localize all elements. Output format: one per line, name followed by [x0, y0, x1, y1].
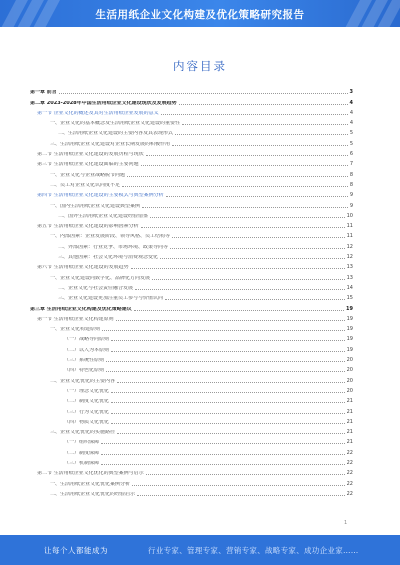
toc-entry[interactable] — [30, 281, 353, 291]
toc-entry-page: 19 — [346, 326, 353, 333]
toc-entry[interactable] — [30, 239, 353, 249]
toc-leader-dots — [134, 310, 344, 311]
toc-entry-label: （四）物质文化优化 — [64, 419, 110, 425]
toc-leader-dots — [137, 495, 345, 496]
toc-entry-page: 20 — [346, 367, 353, 374]
toc-leader-dots — [132, 485, 345, 486]
toc-entry-page: 19 — [346, 346, 353, 353]
report-title: 生活用纸企业文化构建及优化策略研究报告 — [95, 9, 305, 21]
toc-entry[interactable] — [30, 301, 353, 311]
table-of-contents — [30, 85, 353, 497]
toc-leader-dots — [152, 279, 345, 280]
toc-leader-dots — [111, 423, 345, 424]
toc-entry-page: 8 — [349, 171, 353, 178]
toc-leader-dots — [111, 413, 345, 414]
toc-entry-page: 19 — [346, 305, 353, 312]
toc-entry[interactable] — [30, 126, 353, 136]
toc-leader-dots — [131, 268, 345, 269]
toc-entry[interactable] — [30, 466, 353, 476]
toc-entry-page: 19 — [346, 315, 353, 322]
toc-entry-page: 6 — [349, 151, 353, 158]
toc-entry-label: 三、生活用纸企业文化建设对企业长期发展的积极作用 — [50, 141, 171, 147]
toc-entry[interactable] — [30, 394, 353, 404]
toc-entry-label: 二、生活用纸企业文化建设的主要内容及其表现形式 — [58, 131, 174, 137]
toc-entry-page: 21 — [346, 439, 353, 446]
toc-leader-dots — [172, 237, 345, 238]
toc-entry-page: 21 — [346, 418, 353, 425]
toc-leader-dots — [182, 124, 348, 125]
toc-entry-label: （三）行为文化优化 — [64, 409, 110, 415]
toc-entry-page: 20 — [346, 377, 353, 384]
toc-entry-page: 21 — [346, 398, 353, 405]
toc-entry-label: （三）系统性原则 — [64, 358, 105, 364]
toc-entry[interactable] — [30, 415, 353, 425]
toc-entry-label: （一）战略导向原则 — [64, 337, 110, 343]
toc-entry[interactable] — [30, 332, 353, 342]
toc-entry-page: 15 — [346, 295, 353, 302]
toc-entry-label: 一、企业文化与企业战略脱节问题 — [50, 172, 126, 178]
toc-entry-page: 7 — [349, 161, 353, 168]
toc-entry-label: 二、员工对企业文化认同度不足 — [50, 182, 121, 188]
toc-entry-label: 二、生活用纸企业文化优化的经验启示 — [50, 491, 136, 497]
toc-entry-label: 第三章 生活用纸企业文化构建及优化策略建议 — [30, 306, 132, 312]
toc-entry[interactable] — [30, 445, 353, 455]
footer-tagline: 行业专家、管理专家、营销专家、战略专家、成功企业家…… — [148, 546, 359, 555]
toc-leader-dots — [127, 176, 348, 177]
toc-leader-dots — [160, 258, 345, 259]
toc-entry-label: 二、外部因素：行业竞争、市场环境、政策导向等 — [58, 244, 169, 250]
toc-entry-label: （二）以人为本原则 — [64, 347, 110, 353]
toc-entry-label: 一、生活用纸企业文化优化案例分析 — [50, 481, 131, 487]
toc-entry-label: 第六节 生活用纸企业文化建设的发展趋势 — [37, 265, 129, 271]
toc-entry[interactable] — [30, 476, 353, 486]
toc-leader-dots — [170, 248, 345, 249]
toc-entry-label: 二、企业文化与社会责任融合发展 — [58, 285, 134, 291]
toc-entry[interactable] — [30, 384, 353, 394]
toc-entry[interactable] — [30, 229, 353, 239]
toc-entry[interactable] — [30, 456, 353, 466]
toc-entry-label: 第一节 生活用纸企业文化构建原则 — [37, 316, 114, 322]
toc-leader-dots — [150, 217, 345, 218]
toc-entry[interactable] — [30, 95, 353, 105]
toc-entry[interactable] — [30, 85, 353, 95]
toc-leader-dots — [161, 114, 348, 115]
toc-entry-label: 第四节 生活用纸企业文化建设的主要模式与典型案例分析 — [37, 193, 164, 199]
toc-leader-dots — [175, 134, 348, 135]
toc-entry[interactable] — [30, 157, 353, 167]
toc-entry-page: 10 — [346, 212, 353, 219]
toc-entry[interactable] — [30, 198, 353, 208]
toc-entry-page: 4 — [349, 109, 353, 116]
toc-entry[interactable] — [30, 487, 353, 497]
toc-entry[interactable] — [30, 260, 353, 270]
toc-entry[interactable] — [30, 353, 353, 363]
toc-leader-dots — [106, 361, 345, 362]
toc-entry-page: 8 — [349, 181, 353, 188]
toc-entry[interactable] — [30, 106, 353, 116]
toc-entry-label: 第二节 生活用纸企业文化优化的典型案例与启示 — [37, 471, 144, 477]
toc-entry-label: 一、内部因素：企业发展阶段、领导风格、员工结构等 — [50, 234, 171, 240]
toc-entry-label: 二、国外生活用纸企业文化建设经验借鉴 — [58, 213, 149, 219]
toc-leader-dots — [111, 351, 345, 352]
toc-leader-dots — [101, 454, 345, 455]
toc-entry-label: 三、企业文化建设更加注重员工参与与价值认同 — [58, 296, 164, 302]
toc-leader-dots — [59, 93, 348, 94]
toc-entry-page: 11 — [346, 233, 353, 240]
toc-leader-dots — [111, 340, 345, 341]
toc-leader-dots — [117, 433, 345, 434]
toc-entry[interactable] — [30, 116, 353, 126]
toc-entry-label: （四）特色化原则 — [64, 368, 105, 374]
toc-entry[interactable] — [30, 147, 353, 157]
toc-entry-label: 一、国内生活用纸企业文化建设典型案例 — [50, 203, 141, 209]
toc-entry[interactable] — [30, 219, 353, 229]
toc-entry-label: 一、企业文化构建原则 — [50, 327, 101, 333]
header-banner — [0, 0, 400, 27]
toc-entry-label: 一、企业文化建设向数字化、品牌化方向发展 — [50, 275, 151, 281]
toc-entry-page: 13 — [346, 264, 353, 271]
toc-entry-label: 第一章 前言 — [30, 90, 57, 96]
toc-entry[interactable] — [30, 178, 353, 188]
toc-entry-page: 4 — [349, 99, 353, 106]
toc-entry[interactable] — [30, 312, 353, 322]
toc-leader-dots — [116, 320, 345, 321]
toc-leader-dots — [102, 330, 345, 331]
toc-entry[interactable] — [30, 435, 353, 445]
toc-entry-page: 22 — [346, 470, 353, 477]
toc-entry-page: 4 — [349, 120, 353, 127]
toc-leader-dots — [179, 104, 348, 105]
footer-banner — [0, 535, 400, 565]
toc-leader-dots — [166, 196, 348, 197]
toc-entry-page: 22 — [346, 480, 353, 487]
toc-leader-dots — [101, 443, 345, 444]
toc-leader-dots — [122, 186, 348, 187]
toc-entry-page: 13 — [346, 274, 353, 281]
toc-entry[interactable] — [30, 188, 353, 198]
toc-entry-label: 三、其他因素：社会文化环境与消费观念变化 — [58, 255, 159, 261]
toc-entry-page: 19 — [346, 336, 353, 343]
footer-slogan: 让每个人都能成为 — [44, 546, 108, 555]
toc-entry-label: （三）机制保障 — [64, 460, 100, 466]
toc-entry-page: 11 — [346, 223, 353, 230]
toc-entry-page: 5 — [349, 130, 353, 137]
toc-entry-page: 12 — [346, 254, 353, 261]
toc-leader-dots — [141, 227, 345, 228]
toc-leader-dots — [165, 299, 345, 300]
toc-entry[interactable] — [30, 167, 353, 177]
toc-entry-label: 第二节 生活用纸企业文化建设的发展历程与现状 — [37, 152, 144, 158]
toc-leader-dots — [146, 155, 348, 156]
toc-entry-page: 9 — [349, 202, 353, 209]
toc-entry-label: （二）制度文化优化 — [64, 399, 110, 405]
toc-entry-label: 二、企业文化优化的主要内容 — [50, 378, 116, 384]
toc-leader-dots — [142, 207, 348, 208]
toc-entry-page: 22 — [346, 490, 353, 497]
toc-entry-page: 14 — [346, 284, 353, 291]
toc-leader-dots — [111, 402, 345, 403]
toc-leader-dots — [106, 371, 345, 372]
toc-entry-page: 21 — [346, 408, 353, 415]
toc-entry[interactable] — [30, 209, 353, 219]
toc-entry[interactable] — [30, 363, 353, 373]
toc-entry-page: 22 — [346, 459, 353, 466]
toc-entry[interactable] — [30, 270, 353, 280]
toc-leader-dots — [146, 474, 345, 475]
toc-entry[interactable] — [30, 404, 353, 414]
toc-entry-page: 9 — [349, 192, 353, 199]
toc-entry[interactable] — [30, 136, 353, 146]
toc-leader-dots — [141, 165, 348, 166]
toc-entry[interactable] — [30, 291, 353, 301]
toc-entry-page: 21 — [346, 429, 353, 436]
toc-entry-label: 第五节 生活用纸企业文化建设的影响因素分析 — [37, 224, 139, 230]
toc-leader-dots — [135, 289, 345, 290]
toc-entry-label: 一、企业文化的基本概念及生活用纸企业文化建设的重要性 — [50, 121, 181, 127]
toc-entry-label: （一）理念文化优化 — [64, 388, 110, 394]
toc-leader-dots — [101, 464, 345, 465]
toc-entry-label: 三、企业文化优化的实施路径 — [50, 430, 116, 436]
toc-entry-page: 22 — [346, 449, 353, 456]
toc-entry[interactable] — [30, 322, 353, 332]
toc-entry-page: 12 — [346, 243, 353, 250]
toc-leader-dots — [117, 382, 345, 383]
toc-entry[interactable] — [30, 373, 353, 383]
toc-entry-page: 5 — [349, 140, 353, 147]
toc-entry-page: 3 — [349, 89, 353, 96]
page-title: 内容目录 — [173, 59, 227, 73]
toc-entry-page: 20 — [346, 387, 353, 394]
toc-leader-dots — [111, 392, 345, 393]
toc-entry-label: 第一节 企业文化的概述及其对生活用纸企业发展的意义 — [37, 110, 159, 116]
toc-entry[interactable] — [30, 342, 353, 352]
toc-leader-dots — [172, 145, 348, 146]
toc-entry-label: 第二章 2023-2028年中国生活用纸企业文化建设现状及发展趋势 — [30, 100, 177, 106]
page-number: 1 — [344, 520, 348, 526]
toc-entry-page: 20 — [346, 357, 353, 364]
toc-entry-label: 第三节 生活用纸企业文化建设面临的主要问题 — [37, 162, 139, 168]
toc-entry[interactable] — [30, 250, 353, 260]
toc-entry[interactable] — [30, 425, 353, 435]
toc-entry-label: （一）组织保障 — [64, 440, 100, 446]
toc-entry-label: （二）制度保障 — [64, 450, 100, 456]
